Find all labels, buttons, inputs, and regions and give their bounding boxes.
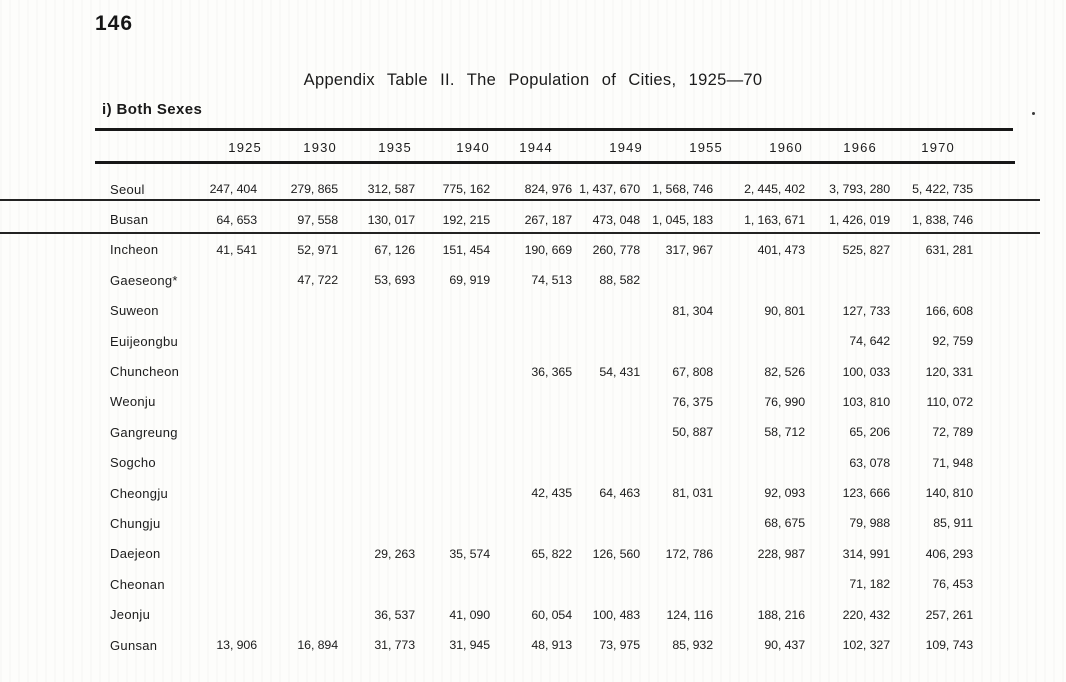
table-top-rule — [95, 128, 1013, 131]
population-value: 31, 773 — [374, 638, 415, 653]
table-row — [88, 204, 973, 234]
population-value: 110, 072 — [926, 394, 973, 409]
population-value: 279, 865 — [290, 182, 338, 197]
population-value — [415, 417, 490, 447]
population-value — [257, 569, 338, 599]
population-value — [257, 599, 338, 629]
year-header-1955: 1955 — [689, 140, 723, 155]
population-value: 100, 483 — [592, 607, 640, 622]
population-value — [415, 478, 490, 508]
scan-artifact-dot — [1032, 112, 1035, 115]
city-label: Gaeseong* — [110, 272, 178, 288]
population-value: 775, 162 — [442, 182, 490, 197]
table-row — [88, 569, 973, 599]
population-value: 473, 048 — [592, 212, 640, 227]
section-label: i) Both Sexes — [102, 101, 203, 118]
population-value — [490, 296, 572, 326]
table-row — [88, 326, 973, 356]
population-value — [572, 417, 640, 447]
population-value — [257, 356, 338, 386]
population-value: 76, 375 — [672, 394, 713, 409]
population-value: 67, 126 — [374, 242, 415, 257]
population-value: 29, 263 — [374, 546, 415, 561]
population-value: 130, 017 — [367, 212, 415, 227]
population-value: 401, 473 — [757, 242, 805, 257]
population-value: 140, 810 — [925, 486, 973, 501]
population-value: 188, 216 — [757, 607, 805, 622]
city-label: Chuncheon — [110, 364, 180, 380]
table-row — [88, 448, 973, 478]
population-value — [193, 387, 257, 417]
header-underline-rule — [95, 161, 1015, 164]
population-value: 76, 453 — [932, 577, 973, 592]
population-value: 220, 432 — [842, 607, 890, 622]
population-value: 79, 988 — [849, 516, 890, 531]
table-body — [88, 174, 973, 660]
table-row — [88, 296, 973, 326]
population-value: 1, 426, 019 — [829, 212, 890, 227]
year-header-1966: 1966 — [843, 140, 877, 155]
year-header-1930: 1930 — [303, 140, 337, 155]
population-value — [572, 296, 640, 326]
population-value — [338, 569, 415, 599]
population-value: 74, 513 — [531, 273, 572, 288]
population-value — [572, 387, 640, 417]
population-value: 123, 666 — [842, 486, 890, 501]
table-row — [88, 356, 973, 386]
population-value: 73, 975 — [599, 638, 640, 653]
population-value — [338, 387, 415, 417]
population-value — [193, 296, 257, 326]
population-value — [338, 356, 415, 386]
population-value: 81, 031 — [672, 486, 713, 501]
population-value: 103, 810 — [842, 394, 890, 409]
population-value: 58, 712 — [764, 425, 805, 440]
population-value — [713, 569, 805, 599]
population-value — [257, 296, 338, 326]
population-value — [640, 569, 713, 599]
year-header-row — [88, 140, 1015, 156]
population-value — [338, 478, 415, 508]
population-value — [572, 508, 640, 538]
population-value — [640, 448, 713, 478]
city-label: Seoul — [110, 181, 145, 197]
population-value — [415, 508, 490, 538]
population-value: 100, 033 — [842, 364, 890, 379]
population-value: 50, 887 — [672, 425, 713, 440]
population-value: 81, 304 — [672, 303, 713, 318]
population-value: 41, 541 — [216, 242, 257, 257]
population-value: 69, 919 — [449, 273, 490, 288]
population-value: 67, 808 — [672, 364, 713, 379]
year-header-1970: 1970 — [921, 140, 955, 155]
population-value — [490, 417, 572, 447]
table-row — [88, 235, 973, 265]
population-value: 267, 187 — [524, 212, 572, 227]
population-value: 312, 587 — [367, 182, 415, 197]
year-header-1960: 1960 — [769, 140, 803, 155]
population-value: 71, 182 — [849, 577, 890, 592]
population-value — [257, 417, 338, 447]
population-value — [257, 326, 338, 356]
population-value: 60, 054 — [531, 607, 572, 622]
population-value: 54, 431 — [599, 364, 640, 379]
table-row — [88, 508, 973, 538]
population-value: 247, 404 — [209, 182, 257, 197]
population-value: 228, 987 — [757, 546, 805, 561]
population-value — [257, 508, 338, 538]
population-value: 190, 669 — [524, 242, 572, 257]
population-value: 1, 838, 746 — [912, 212, 973, 227]
table-row — [88, 417, 973, 447]
population-value: 257, 261 — [925, 607, 973, 622]
population-table — [88, 174, 973, 660]
population-value: 120, 331 — [925, 364, 973, 379]
city-label: Sogcho — [110, 455, 156, 471]
population-value — [338, 417, 415, 447]
year-header-1944: 1944 — [519, 140, 553, 155]
population-value — [193, 356, 257, 386]
population-value: 124, 116 — [666, 607, 713, 622]
population-value: 82, 526 — [764, 364, 805, 379]
population-value: 16, 894 — [297, 638, 338, 653]
population-value — [415, 326, 490, 356]
population-value: 85, 932 — [672, 638, 713, 653]
population-value: 53, 693 — [374, 273, 415, 288]
table-row — [88, 599, 973, 629]
population-value: 65, 822 — [531, 546, 572, 561]
year-header-1949: 1949 — [609, 140, 643, 155]
population-value: 5, 422, 735 — [912, 182, 973, 197]
population-value — [572, 569, 640, 599]
population-value: 126, 560 — [592, 546, 640, 561]
population-value: 92, 093 — [764, 486, 805, 501]
population-value — [890, 265, 973, 295]
population-value — [193, 326, 257, 356]
population-value — [257, 387, 338, 417]
population-value: 151, 454 — [442, 242, 490, 257]
population-value — [338, 508, 415, 538]
table-row — [88, 174, 973, 204]
population-value — [193, 417, 257, 447]
page-number: 146 — [95, 12, 134, 35]
population-value: 260, 778 — [592, 242, 640, 257]
city-label: Gunsan — [110, 637, 158, 653]
population-value — [572, 448, 640, 478]
population-value — [193, 448, 257, 478]
population-value: 525, 827 — [842, 242, 890, 257]
population-value — [490, 387, 572, 417]
population-value: 71, 948 — [932, 455, 973, 470]
table-title: Appendix Table II. The Population of Cities, 1925—70 — [303, 71, 763, 89]
city-label: Cheongju — [110, 485, 169, 501]
population-value: 85, 911 — [933, 516, 973, 531]
population-value: 36, 537 — [374, 607, 415, 622]
population-value — [640, 265, 713, 295]
population-value: 47, 722 — [297, 273, 338, 288]
city-label: Jeonju — [110, 607, 151, 623]
population-value: 406, 293 — [925, 546, 973, 561]
population-value — [713, 448, 805, 478]
population-value — [257, 478, 338, 508]
year-header-1940: 1940 — [456, 140, 490, 155]
population-value: 88, 582 — [599, 273, 640, 288]
population-value: 317, 967 — [665, 242, 713, 257]
population-value — [193, 508, 257, 538]
population-value — [193, 265, 257, 295]
population-value — [415, 569, 490, 599]
population-value — [713, 265, 805, 295]
population-value — [193, 478, 257, 508]
city-label: Daejeon — [110, 546, 161, 562]
population-value: 92, 759 — [932, 334, 973, 349]
city-label: Euijeongbu — [110, 333, 179, 349]
population-value: 74, 642 — [849, 334, 890, 349]
city-label: Busan — [110, 212, 149, 228]
population-value: 72, 789 — [932, 425, 973, 440]
population-value — [338, 326, 415, 356]
population-value — [415, 296, 490, 326]
population-value: 1, 437, 670 — [579, 182, 640, 197]
population-value: 1, 163, 671 — [744, 212, 805, 227]
population-value — [415, 387, 490, 417]
population-value: 31, 945 — [449, 638, 490, 653]
population-value: 48, 913 — [531, 638, 572, 653]
population-value — [338, 296, 415, 326]
table-row — [88, 265, 973, 295]
population-value: 41, 090 — [449, 607, 490, 622]
population-value: 631, 281 — [925, 242, 973, 257]
population-value — [805, 265, 890, 295]
table-row — [88, 539, 973, 569]
table-row — [88, 478, 973, 508]
table-row — [88, 387, 973, 417]
population-value: 52, 971 — [297, 242, 338, 257]
population-value: 64, 463 — [599, 486, 640, 501]
table-row — [88, 630, 973, 660]
year-header-1935: 1935 — [378, 140, 412, 155]
city-label: Cheonan — [110, 576, 165, 592]
population-value — [338, 448, 415, 478]
population-value — [640, 508, 713, 538]
city-label: Chungju — [110, 515, 161, 531]
population-value: 172, 786 — [665, 546, 713, 561]
population-value: 63, 078 — [849, 455, 890, 470]
population-value: 1, 045, 183 — [652, 212, 713, 227]
city-label: Incheon — [110, 242, 159, 258]
population-value: 824, 976 — [524, 182, 572, 197]
year-header-1925: 1925 — [228, 140, 262, 155]
population-value — [490, 326, 572, 356]
population-value: 2, 445, 402 — [744, 182, 805, 197]
city-label: Gangreung — [110, 424, 178, 440]
city-label: Suweon — [110, 303, 159, 319]
population-value — [257, 539, 338, 569]
population-value: 90, 437 — [764, 638, 805, 653]
population-value — [713, 326, 805, 356]
population-value: 13, 906 — [216, 638, 257, 653]
population-value — [193, 569, 257, 599]
city-label: Weonju — [110, 394, 156, 410]
population-value: 3, 793, 280 — [829, 182, 890, 197]
population-value: 90, 801 — [764, 303, 805, 318]
population-value: 97, 558 — [297, 212, 338, 227]
population-value — [490, 569, 572, 599]
population-value: 314, 991 — [842, 546, 890, 561]
population-value — [572, 326, 640, 356]
population-value — [193, 599, 257, 629]
population-value: 127, 733 — [842, 303, 890, 318]
population-value: 68, 675 — [764, 516, 805, 531]
population-value — [490, 448, 572, 478]
population-value — [193, 539, 257, 569]
population-value — [640, 326, 713, 356]
population-value — [257, 448, 338, 478]
population-value — [490, 508, 572, 538]
population-value: 42, 435 — [531, 486, 572, 501]
population-value — [415, 356, 490, 386]
population-value: 192, 215 — [442, 212, 490, 227]
population-value: 36, 365 — [531, 364, 572, 379]
population-value: 64, 653 — [216, 212, 257, 227]
population-value: 65, 206 — [849, 425, 890, 440]
population-value: 76, 990 — [764, 394, 805, 409]
population-value: 166, 608 — [925, 303, 973, 318]
population-value: 35, 574 — [449, 546, 490, 561]
population-value — [415, 448, 490, 478]
population-value: 1, 568, 746 — [652, 182, 713, 197]
population-value: 109, 743 — [925, 638, 973, 653]
population-value: 102, 327 — [842, 638, 890, 653]
